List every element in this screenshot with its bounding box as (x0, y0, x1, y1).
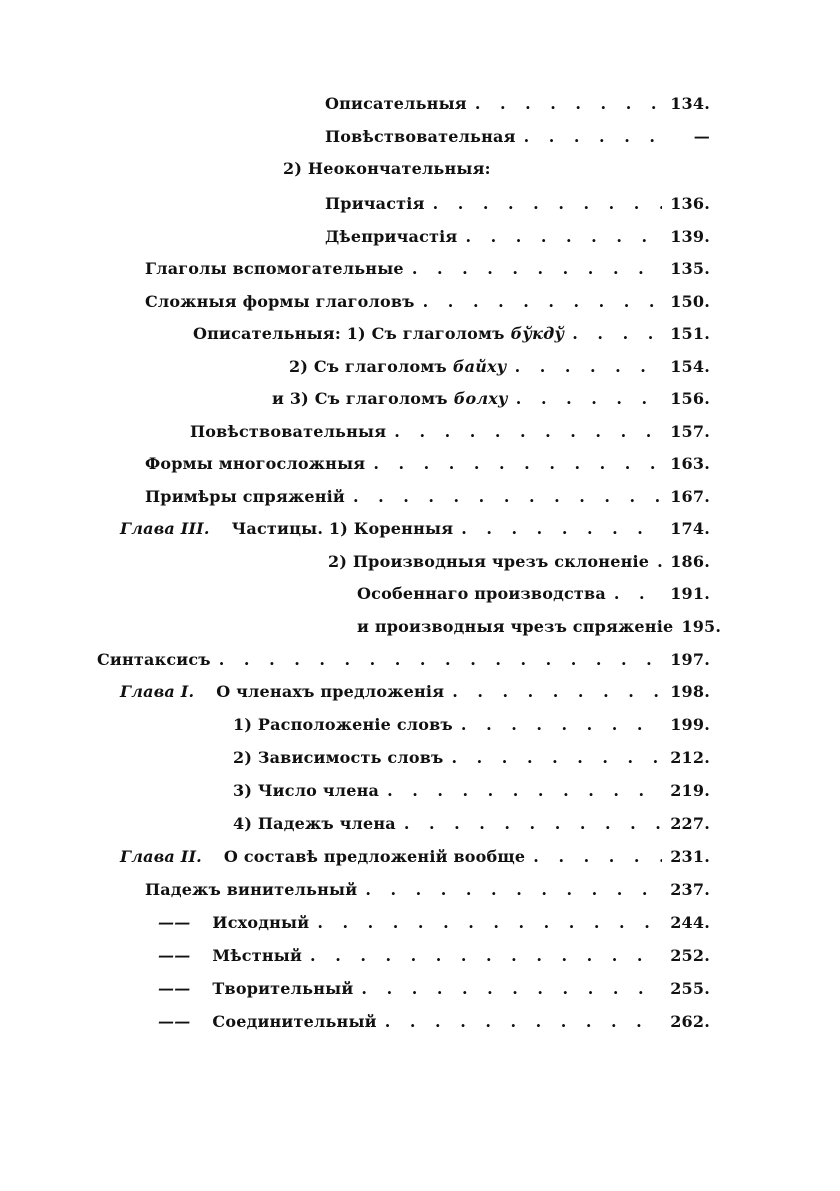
page-number: 150. (670, 292, 710, 311)
dot-leader (219, 650, 662, 669)
dot-leader (515, 357, 663, 376)
page-number: 151. (670, 324, 710, 343)
dot-leader (433, 194, 663, 213)
ditto-dash: —— (158, 979, 191, 998)
toc-entry (325, 127, 710, 155)
entry-label: Формы многосложныя (145, 454, 366, 473)
dot-leader (614, 584, 662, 603)
page-number: 244. (670, 913, 710, 932)
dot-leader (465, 227, 662, 246)
dot-leader (524, 127, 664, 146)
toc-entry (190, 422, 710, 450)
dot-leader (412, 259, 662, 278)
ditto-dash: —— (158, 946, 191, 965)
page-number: 156. (670, 389, 710, 408)
toc-entry (272, 389, 710, 417)
entry-italic-word: байху (452, 357, 507, 376)
page-number: 227. (670, 814, 710, 833)
toc-entry (357, 584, 710, 612)
dot-leader (423, 292, 663, 311)
dot-leader (533, 847, 662, 866)
page-number: 186. (670, 552, 710, 571)
dot-leader (373, 454, 662, 473)
entry-label: Примѣры спряженій (145, 487, 345, 506)
entry-label: 2) Неокончательныя: (283, 159, 491, 178)
chapter-label: Глава III. (120, 519, 210, 538)
page-number: 231. (670, 847, 710, 866)
entry-label: Творительный (212, 979, 354, 998)
page-number: — (693, 127, 710, 146)
dot-leader (452, 682, 662, 701)
toc-entry (233, 715, 710, 743)
page-number: 139. (670, 227, 710, 246)
dot-leader (452, 748, 663, 767)
toc-entry (145, 292, 710, 320)
entry-label: 3) Число члена (233, 781, 380, 800)
entry-text: 2) Съ глаголомъ (289, 357, 447, 376)
page-number: 195. (681, 617, 722, 636)
page-number: 136. (670, 194, 710, 213)
page-number: 212. (670, 748, 710, 767)
entry-label: О составѣ предложеній вообще (223, 847, 526, 866)
page-number: 255. (670, 979, 710, 998)
page-number: 198. (670, 682, 710, 701)
entry-text: Описательныя: 1) Съ глаголомъ (193, 324, 505, 343)
dot-leader (394, 422, 662, 441)
page-number: 199. (670, 715, 710, 734)
entry-label: Мѣстный (212, 946, 303, 965)
entry-label: Синтаксисъ (97, 650, 211, 669)
toc-entry (120, 519, 710, 547)
entry-label: Падежъ винительный (145, 880, 358, 899)
toc-entry (193, 324, 710, 352)
entry-label (193, 324, 564, 343)
dot-leader (310, 946, 662, 965)
toc-entry (145, 487, 710, 515)
toc-entry (158, 979, 710, 1007)
entry-label: 1) Расположеніе словъ (233, 715, 453, 734)
entry-label: 2) Зависимость словъ (233, 748, 444, 767)
toc-entry (145, 880, 710, 908)
dot-leader (385, 1012, 662, 1031)
entry-text: и 3) Съ глаголомъ (272, 389, 448, 408)
dot-leader (572, 324, 662, 343)
entry-label: Дѣепричастія (325, 227, 458, 246)
page-number: 163. (670, 454, 710, 473)
toc-entry (233, 781, 710, 809)
dot-leader (365, 880, 662, 899)
entry-label: 2) Производныя чрезъ склоненіе (328, 552, 650, 571)
chapter-label: Глава II. (120, 847, 202, 866)
entry-label: Соединительный (212, 1012, 377, 1031)
chapter-label: Глава I. (120, 682, 195, 701)
dot-leader (657, 552, 662, 571)
toc-entry (233, 814, 710, 842)
toc-entry (283, 159, 710, 187)
page-number: 262. (670, 1012, 710, 1031)
toc-entry (289, 357, 710, 385)
entry-label: Исходный (212, 913, 310, 932)
dot-leader (387, 781, 662, 800)
toc-entry (97, 650, 710, 678)
entry-label (289, 357, 507, 376)
toc-entry (325, 94, 710, 122)
page-number: 157. (670, 422, 710, 441)
entry-label: Повѣствовательная (325, 127, 516, 146)
dot-leader (404, 814, 662, 833)
toc-entry (328, 552, 710, 580)
toc-entry (357, 617, 722, 645)
ditto-dash: —— (158, 913, 191, 932)
dot-leader (353, 487, 662, 506)
page-number: 154. (670, 357, 710, 376)
page-number: 191. (670, 584, 710, 603)
toc-entry (325, 227, 710, 255)
page-number: 134. (670, 94, 710, 113)
dot-leader (461, 715, 662, 734)
entry-italic-word: бўкдў (510, 324, 565, 343)
entry-label: Повѣствовательныя (190, 422, 387, 441)
dot-leader (475, 94, 662, 113)
dot-leader (516, 389, 662, 408)
page-number: 219. (670, 781, 710, 800)
toc-entry (158, 913, 710, 941)
entry-italic-word: болху (453, 389, 508, 408)
toc-entry (145, 259, 710, 287)
page-number: 174. (670, 519, 710, 538)
entry-label: Глаголы вспомогательные (145, 259, 404, 278)
dot-leader (461, 519, 662, 538)
page-number: 167. (670, 487, 710, 506)
entry-label (272, 389, 508, 408)
page-number: 135. (670, 259, 710, 278)
entry-label: 4) Падежъ члена (233, 814, 396, 833)
entry-label: Сложныя формы глаголовъ (145, 292, 415, 311)
entry-label: Описательныя (325, 94, 467, 113)
toc-entry (158, 946, 710, 974)
ditto-dash: —— (158, 1012, 191, 1031)
page-number: 252. (670, 946, 710, 965)
dot-leader (317, 913, 662, 932)
entry-label: Частицы. 1) Коренныя (231, 519, 454, 538)
entry-label: Особеннаго производства (357, 584, 606, 603)
toc-entry (120, 682, 710, 710)
toc-entry (158, 1012, 710, 1040)
toc-entry (145, 454, 710, 482)
entry-label: О членахъ предложенія (216, 682, 445, 701)
entry-label: Причастія (325, 194, 425, 213)
page-number: 197. (670, 650, 710, 669)
entry-label: и производныя чрезъ спряженіе (357, 617, 674, 636)
toc-entry (233, 748, 710, 776)
toc-entry (325, 194, 710, 222)
toc-entry (120, 847, 710, 875)
dot-leader (361, 979, 662, 998)
page-number: 237. (670, 880, 710, 899)
